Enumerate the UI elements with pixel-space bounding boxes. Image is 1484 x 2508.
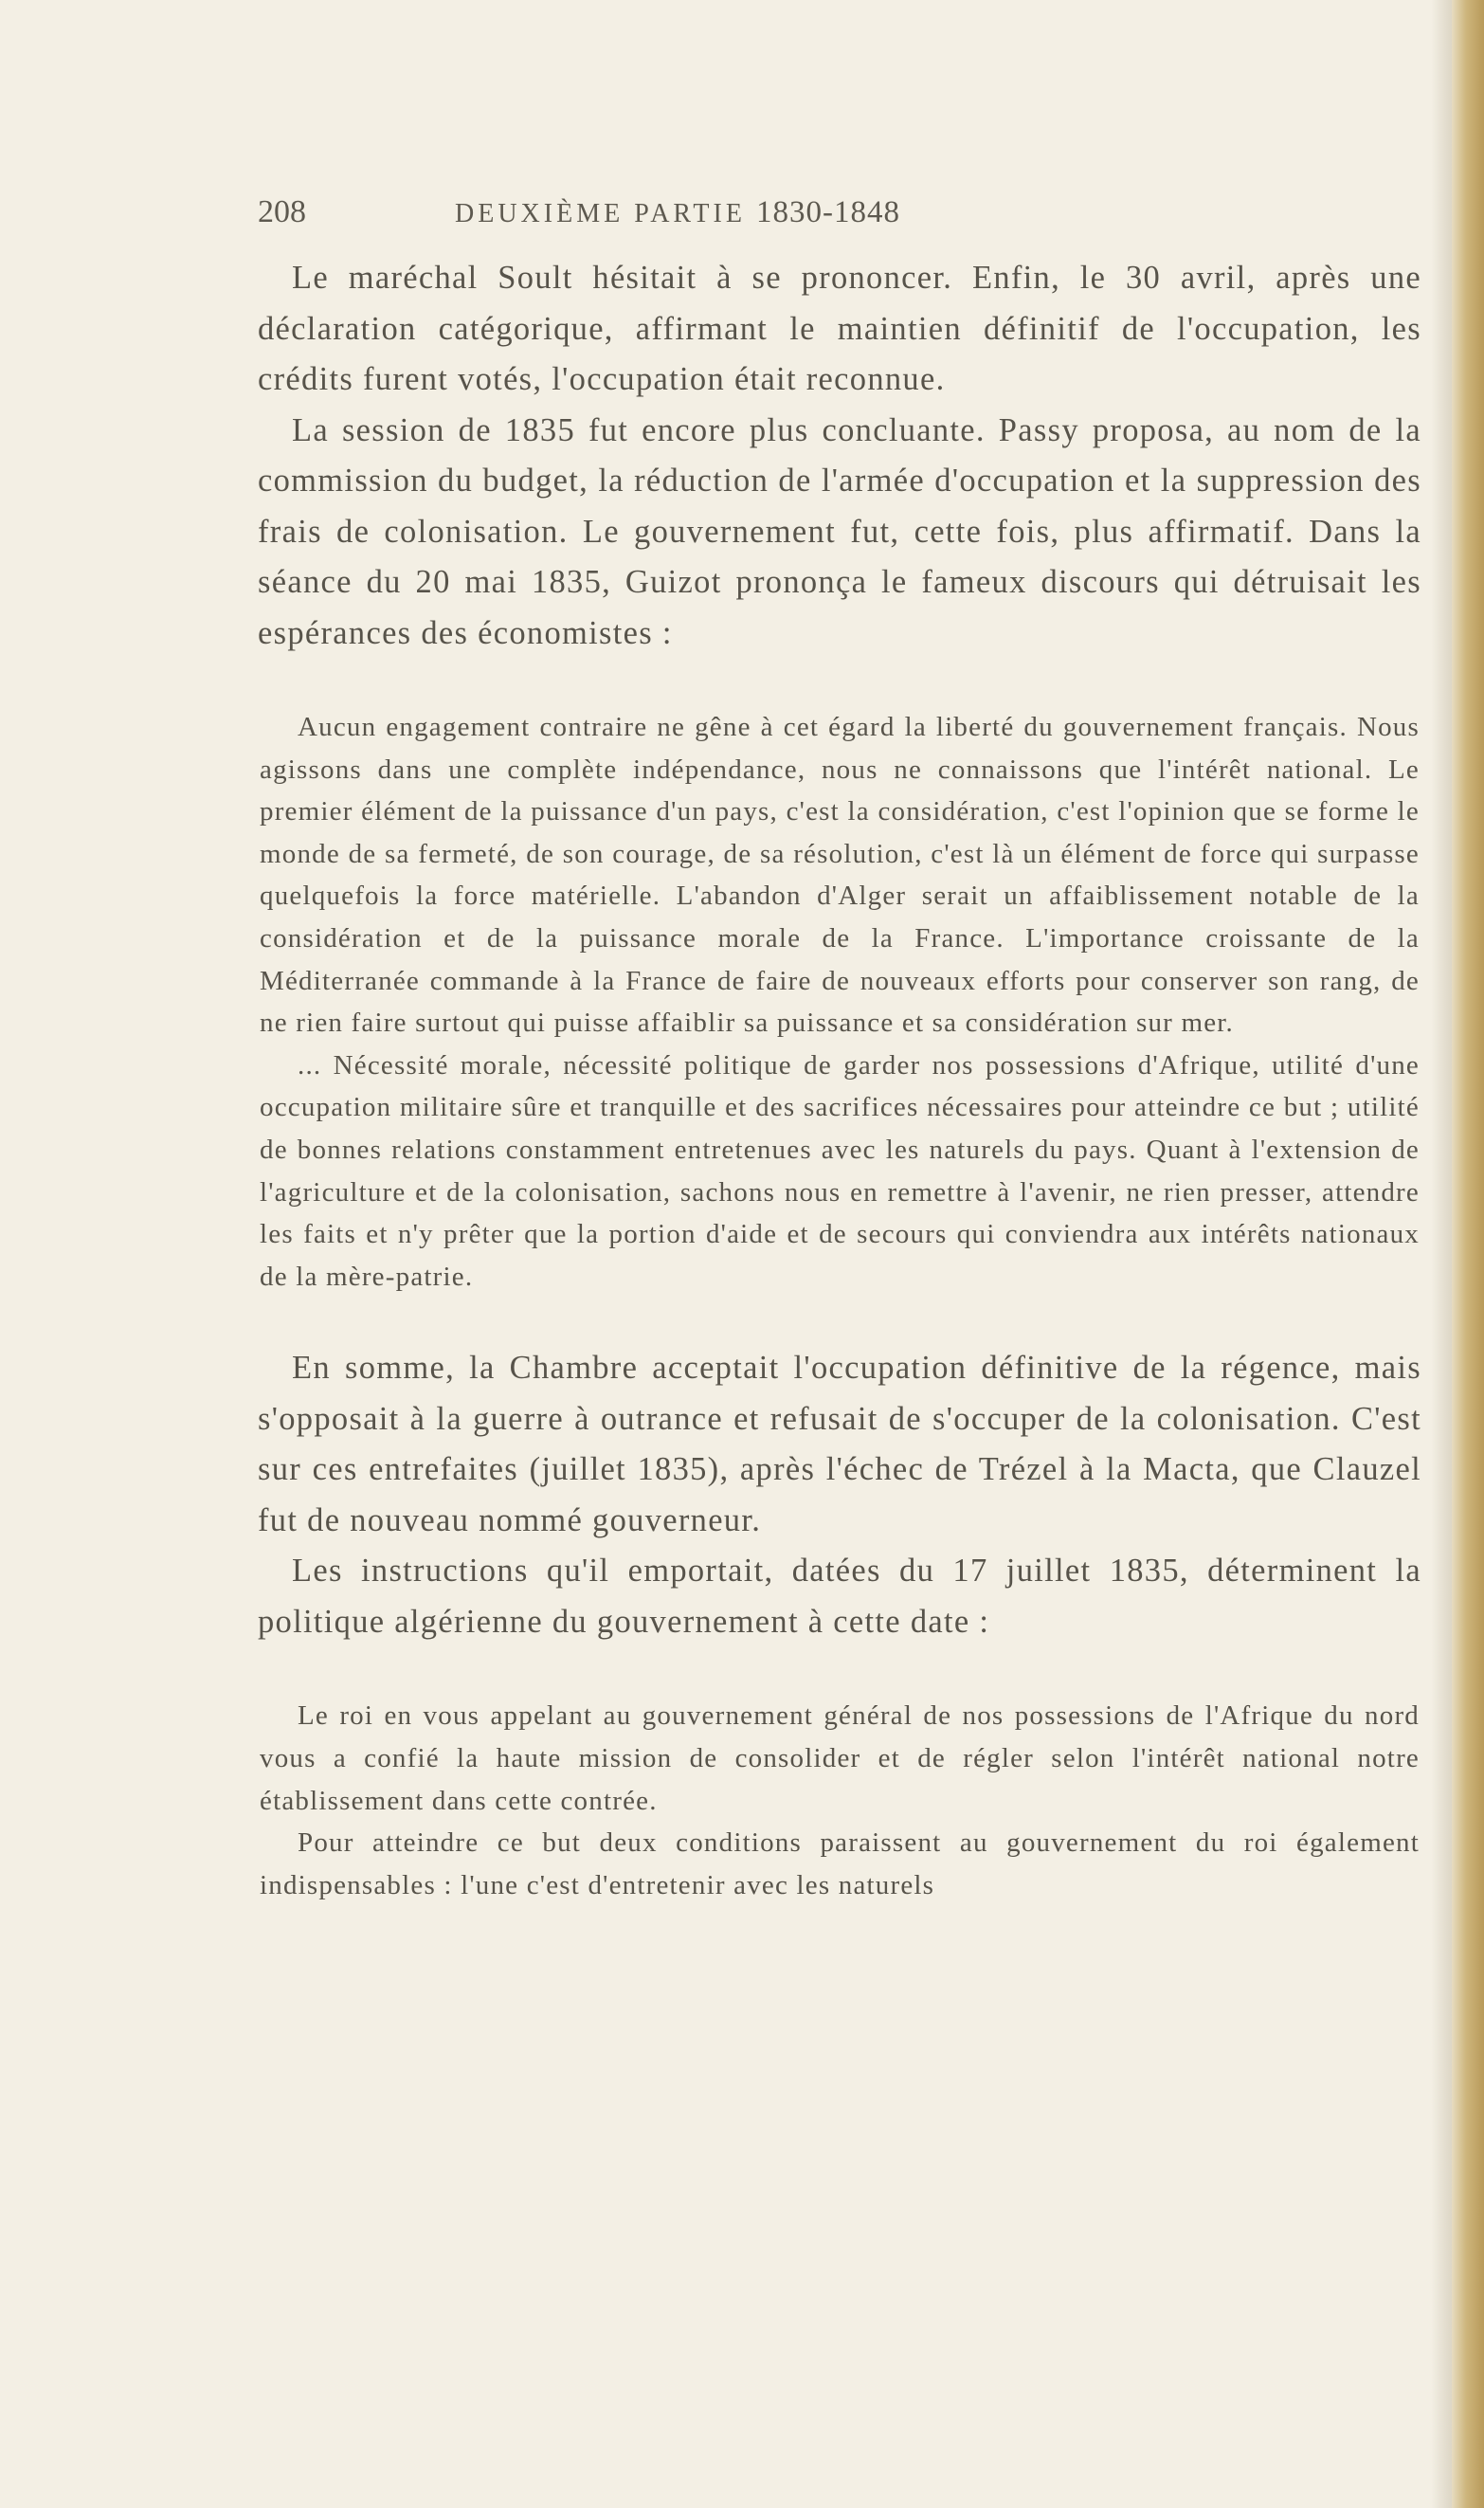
period-years: 1830-1848 bbox=[755, 195, 900, 229]
quote-instructions-1: Le roi en vous appelant au gouvernement général de nos possessions de l'Afrique du nord vous a confié la haute mission de consolider et de régler selon l'intérêt national notre établissement dans cette contrée. bbox=[260, 1700, 1420, 1816]
spacer bbox=[258, 1298, 1421, 1343]
paragraph-4: Les instructions qu'il emportait, datées du 17 juillet 1835, déterminent la politique algérienne du gouvernement à cette date : bbox=[258, 1553, 1421, 1640]
part-title: DEUXIÈME PARTIE bbox=[455, 199, 746, 228]
running-header bbox=[258, 194, 1421, 236]
quote-guizot-1: Aucun engagement contraire ne gêne à cet égard la liberté du gouvernement français. Nous agissons dans une complète indépendance, nous ne connaissons que l'intérêt national. Le premier élément de la puissance d'un pays, c'est la considération, c'est l'opinion que se forme le monde de sa fermeté, de son courage, de sa résolution, c'est là un élément de force qui surpasse quelquefois la force matérielle. L'abandon d'Alger serait un affaiblissement notable de la considération et de la puissance morale de la France. L'importance croissante de la Méditerranée commande à la France de faire de nouveaux efforts pour conserver son rang, de ne rien faire surtout qui puisse affaiblir sa puissance et sa considération sur mer. bbox=[260, 712, 1420, 1039]
spacer bbox=[258, 1647, 1421, 1695]
paragraph-2: La session de 1835 fut encore plus concluante. Passy proposa, au nom de la commission du budget, la réduction de l'armée d'occupation et la suppression des frais de colonisation. Le gouvernement fut, cette fois, plus affirmatif. Dans la séance du 20 mai 1835, Guizot prononça le fameux discours qui détruisait les espérances des économistes : bbox=[258, 411, 1421, 651]
running-head bbox=[447, 195, 1421, 230]
book-page bbox=[258, 194, 1421, 1906]
spacer bbox=[258, 659, 1421, 706]
page-number: 208 bbox=[258, 194, 306, 229]
quote-instructions-2: Pour atteindre ce but deux conditions paraissent au gouvernement du roi également indispensables : l'une c'est d'entretenir avec les naturels bbox=[260, 1827, 1420, 1900]
paragraph-3: En somme, la Chambre acceptait l'occupation définitive de la régence, mais s'opposait à la guerre à outrance et refusait de s'occuper de la colonisation. C'est sur ces entrefaites (juillet 1835), après l'échec de Trézel à la Macta, que Clauzel fut de nouveau nommé gouverneur. bbox=[258, 1350, 1421, 1538]
quote-guizot-2: ... Nécessité morale, nécessité politique de garder nos possessions d'Afrique, utilité d'une occupation militaire sûre et tranquille et des sacrifices nécessaires pour atteindre ce but ; utilité de bonnes relations constamment entretenues avec les naturels du pays. Quant à l'extension de l'agriculture et de la colonisation, sachons nous en remettre à l'avenir, ne rien presser, attendre les faits et n'y prêter que la portion d'aide et de secours qui conviendra aux intérêts nationaux de la mère-patrie. bbox=[260, 1049, 1420, 1292]
page-edge bbox=[1452, 0, 1484, 2508]
paragraph-1: Le maréchal Soult hésitait à se prononcer. Enfin, le 30 avril, après une déclaration catégorique, affirmant le maintien définitif de l'occupation, les crédits furent votés, l'occupation était reconnue. bbox=[258, 260, 1421, 397]
page-edge-shadow bbox=[1431, 0, 1452, 2508]
